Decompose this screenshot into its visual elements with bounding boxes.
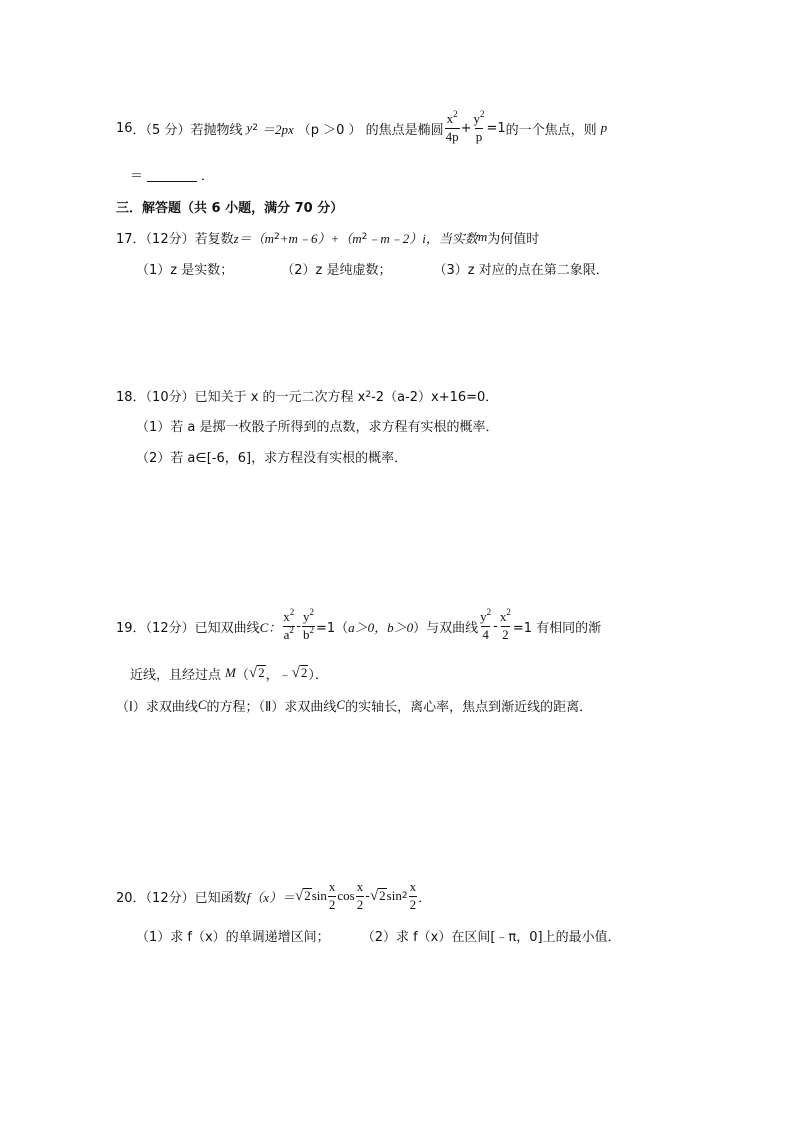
q20-line1: 20．（12分）已知函数 f（x）＝ √ 2 sin $\frac{x}{2}$ cos $\frac{x}{2}$ - √ 2 sin 2 $\frac{x}{2}$ ． (116, 879, 432, 912)
q16-eq-sign: ＝ (130, 168, 144, 184)
q19-line2-b: （ (235, 667, 249, 683)
q19-sub-b: 的方程；（Ⅱ）求双曲线 (206, 699, 337, 715)
q19-var-m: M (225, 665, 236, 680)
q19-fraction-2: $\frac{y^2}{b^2}$ (302, 607, 314, 642)
q20-fx: f（x）＝ (246, 889, 295, 905)
q17-part2: ﹣m﹣2）i，当实数 (367, 230, 478, 246)
q19-sub-c2: C (336, 697, 346, 712)
q19-var-c: C： (259, 619, 282, 635)
q19-sqrt-2: √ 2 (291, 664, 308, 681)
q19-minus-2: - (493, 618, 498, 634)
q16-frac1-den: 4p (445, 128, 459, 144)
q19-cond: a＞0，b＞0 (348, 619, 414, 635)
q16-frac2-den: p (475, 128, 483, 144)
q20-sub2: （2）求 f（x）在区间[﹣π，0]上的最小值． (361, 929, 621, 945)
q16-plus: + (460, 120, 472, 136)
q16-answer-blank[interactable] (147, 167, 197, 182)
q16-eq-lhs: y (246, 120, 253, 135)
q19-comma-neg: ，﹣ (265, 667, 292, 683)
q16-period: ． (201, 168, 215, 184)
q20-minus: - (365, 888, 370, 904)
q16-fraction-1: $\frac{x^2}{4p}$ (445, 109, 459, 144)
q17-sub2: （2）z 是纯虚数； (281, 262, 392, 278)
q17-subparts (136, 259, 609, 277)
q17-tail: 为何值时 (487, 231, 540, 247)
q20-fraction-3: $\frac{x}{2}$ (409, 879, 417, 912)
q20-fraction-1: $\frac{x}{2}$ (328, 879, 336, 912)
q19-line2-a: 近线，且经过点 (130, 667, 222, 683)
q20-sqrt-1: √ 2 (294, 887, 311, 904)
q18-header: 18．（10分）已知关于 x 的一元二次方程 x (116, 389, 366, 405)
q19-minus-1: - (296, 618, 301, 634)
q18-line1: 18．（10分）已知关于 x 的一元二次方程 x 2 -2（a-2）x+16=0． (116, 386, 498, 404)
q17-line1: 17．（12分）若复数 z＝（m 2 +m﹣6）+（m 2 ﹣m﹣2）i，当实数 m 为何值时 (116, 229, 540, 247)
q17-var-m: m (477, 229, 488, 244)
section3-title: 三．解答题（共 6 小题，满分 70 分） (116, 200, 344, 216)
q19-sub-c1: C (197, 697, 207, 712)
q16-frac2-num: y (473, 111, 480, 127)
q18-header-tail: -2（a-2）x+16=0． (371, 389, 499, 405)
q17-z-expr: z＝（m (233, 230, 275, 246)
q19-sub: （Ⅰ）求双曲线 (116, 699, 198, 715)
q20-sqrt-2: √ 2 (369, 887, 386, 904)
q18-sub1: （1）若 a 是掷一枚骰子所得到的点数，求方程有实根的概率． (136, 419, 499, 435)
q16-var-p: p (600, 120, 608, 135)
q20-sub1: （1）求 f（x）的单调递增区间； (136, 929, 330, 945)
q20-sin: sin (311, 888, 327, 903)
q19-line2 (130, 662, 328, 684)
q16-frac1-num: x (446, 111, 454, 127)
q16-eq-rhs: ＝2px (261, 121, 294, 137)
q19-sqrt-1: √ 2 (248, 664, 265, 681)
q16-fraction-2: $\frac{y^2}{p}$ (473, 109, 485, 144)
q19-eq: =1（ (315, 620, 349, 636)
q16-text-a: 若抛物线 (190, 122, 243, 138)
q19-subparts (116, 696, 592, 714)
q18-sub2: （2）若 a∈[-6，6]，求方程没有实根的概率． (136, 450, 408, 466)
q16-score: ．（5 分） (132, 122, 191, 138)
q19-fraction-3: $\frac{y^2}{4}$ (480, 607, 492, 642)
q19-line1 (116, 604, 601, 648)
q19-line2-c: ）． (308, 667, 328, 683)
q16-text-b: 的焦点是椭圆 (365, 122, 444, 138)
q16-text-c: 的一个焦点，则 (505, 122, 597, 138)
q19-tail: =1 有相同的渐 (512, 620, 602, 636)
q17-sub3: （3）z 对应的点在第二象限． (433, 262, 609, 278)
q19-fraction-4: $\frac{x^2}{2}$ (499, 607, 511, 642)
q20-fraction-2: $\frac{x}{2}$ (356, 879, 364, 912)
q17-sub1: （1）z 是实数； (136, 262, 234, 278)
q16-line2 (130, 164, 214, 184)
q20-header: 20．（12分）已知函数 (116, 890, 247, 906)
q16-eq-one: =1 (486, 120, 506, 136)
q19-sub-d: 的实轴长，离心率，焦点到渐近线的距离． (345, 699, 593, 715)
q19-header: 19．（12分）已知双曲线 (116, 620, 260, 636)
q16-cond: （p ＞0 ） (297, 122, 362, 138)
q20-subparts (136, 926, 621, 944)
q20-period: ． (418, 890, 432, 906)
q16-number: 16 (116, 120, 133, 136)
q20-cos: cos (337, 888, 355, 903)
q19-cond-tail: ）与双曲线 (413, 620, 479, 636)
q17-part1: +m﹣6）+（m (279, 230, 362, 246)
q17-header: 17．（12分）若复数 (116, 231, 234, 247)
q20-sin2: sin (386, 888, 402, 903)
q19-fraction-1: $\frac{x^2}{a^2}$ (283, 607, 295, 642)
q16-line1: 16 ．（5 分） 若抛物线 y 2 ＝2px （p ＞0 ） 的焦点是椭圆 $\frac{x^2}{4p}$ + $\frac{y^2}{p}$ =1 的一个焦点，则 p (116, 109, 608, 144)
